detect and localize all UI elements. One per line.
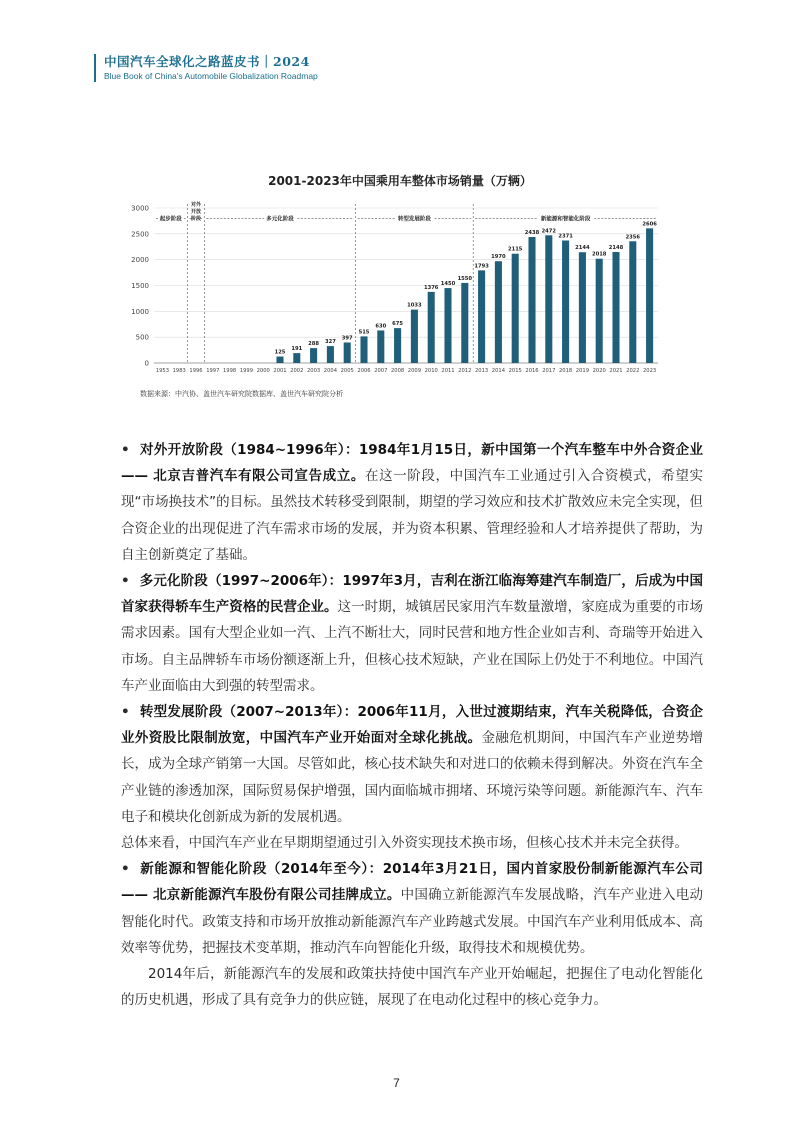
bar-value-label: 125 <box>274 349 286 356</box>
x-tick-label: 1999 <box>239 368 254 374</box>
phase-label: 多元化阶段 <box>266 216 294 223</box>
paragraph-conclusion: 2014年后，新能源汽车的发展和政策扶持使中国汽车产业开始崛起，把握住了电动化智能化的历史机遇，形成了具有竞争力的供应链，展现了在电动化过程中的核心竞争力。 <box>121 966 703 1009</box>
x-tick-label: 2003 <box>306 368 321 374</box>
bar <box>461 283 468 363</box>
y-tick-label: 500 <box>135 333 149 342</box>
chart-source: 数据来源：中汽协、盖世汽车研究院数据库、盖世汽车研究院分析 <box>140 390 343 398</box>
x-tick-label: 2014 <box>491 368 506 374</box>
y-tick-label: 2000 <box>131 256 149 265</box>
paragraph-text: 在这一阶段，中国汽车工业通过引入合资模式，希望实现“市场换技术”的目标。虽然技术转移受到限制，期望的学习效应和技术扩散效应未完全实现，但合资企业的出现促进了汽车需求市场的发展，并为资本积累、管理经验和人才培养提供了帮助，为自主创新奠定了基础。 <box>121 468 704 563</box>
page-header <box>94 54 318 82</box>
phase-label: 转型发展阶段 <box>397 216 431 223</box>
bar <box>377 330 384 363</box>
paragraph-text: 金融危机期间，中国汽车产业逆势增长，成为全球产销第一大国。尽管如此，核心技术缺失和对进口的依赖未得到解决。外资在汽车全产业链的渗透加深，国际贸易保护增强，国内面临城市拥堵、环境污染等问题。新能源汽车、汽车电子和模块化创新成为新的发展机遇。 <box>121 730 704 825</box>
header-title: 中国汽车全球化之路蓝皮书｜2024 <box>104 54 310 69</box>
bar-value-label: 1033 <box>407 302 422 309</box>
bar <box>646 228 653 363</box>
x-tick-label: 2020 <box>592 368 606 374</box>
x-tick-label: 2022 <box>626 368 640 374</box>
page-number: 7 <box>393 1076 400 1090</box>
x-tick-label: 2015 <box>508 368 522 374</box>
x-tick-label: 2008 <box>390 368 405 374</box>
paragraph-lead: 新能源和智能化阶段（2014年至今）：2014年3月21日，国内首家股份制新能源汽车公司 —— 北京新能源汽车股份有限公司挂牌成立。 <box>121 861 703 904</box>
x-tick-label: 2016 <box>525 368 539 374</box>
phase-label: 新能源和智能化阶段 <box>540 216 591 223</box>
bar <box>512 254 519 363</box>
sales-bar-chart <box>118 192 663 382</box>
phase-label: 阶段 <box>190 216 202 222</box>
bullet: • <box>121 442 130 458</box>
bullet: • <box>121 861 130 878</box>
bar-value-label: 191 <box>291 346 303 353</box>
bar-value-label: 2018 <box>591 251 607 258</box>
bar-value-label: 2115 <box>507 246 523 253</box>
bar <box>394 328 401 363</box>
bar <box>310 348 317 363</box>
paragraph-nev-phase <box>121 856 703 961</box>
bar-value-label: 1450 <box>440 281 456 288</box>
bar <box>411 310 418 363</box>
x-tick-label: 2000 <box>256 368 270 374</box>
x-tick-label: 2006 <box>357 368 371 374</box>
x-tick-label: 2023 <box>642 368 657 374</box>
paragraph-text: 中国确立新能源汽车发展战略，汽车产业进入电动智能化时代。政策支持和市场开放推动新能源汽车产业跨越式发展。中国汽车产业利用低成本、高效率等优势，把握技术变革期，推动汽车向智能化升级，取得技术和规模优势。 <box>121 887 703 956</box>
bar <box>444 288 451 363</box>
body-text <box>121 437 703 1013</box>
bar-value-label: 2371 <box>558 233 573 240</box>
paragraph-lead: 转型发展阶段（2007~2013年）：2006年11月，入世过渡期结束，汽车关税降低，合资企业外资股比限制放宽，中国汽车产业开始面对全球化挑战。 <box>121 704 703 747</box>
paragraph-text: 这一时期，城镇居民家用汽车数量激增，家庭成为重要的市场需求因素。国有大型企业如一汽、上汽不断壮大，同时民营和地方性企业如吉利、奇瑞等开始进入市场。自主品牌轿车市场份额逐渐上升，但核心技术短缺，产业在国际上仍处于不利地位。中国汽车产业面临由大到强的转型需求。 <box>121 599 704 694</box>
bar-value-label: 630 <box>375 323 387 330</box>
x-tick-label: 2002 <box>290 368 304 374</box>
paragraph-opening-phase <box>121 437 703 568</box>
bar <box>344 342 351 363</box>
y-tick-label: 0 <box>144 359 149 368</box>
bar-value-label: 2148 <box>608 245 624 252</box>
bar-value-label: 515 <box>358 329 370 336</box>
bar-value-label: 2606 <box>642 221 657 228</box>
y-tick-label: 3000 <box>131 204 149 213</box>
bullet: • <box>121 573 130 590</box>
phase-label: 对外 <box>190 202 202 208</box>
x-tick-label: 2005 <box>340 368 354 374</box>
bar <box>528 237 535 363</box>
bar-value-label: 1376 <box>423 284 439 291</box>
bar-value-label: 2472 <box>541 228 557 235</box>
bar <box>612 252 619 363</box>
phase-label: 起步阶段 <box>159 216 182 223</box>
bar <box>293 353 300 363</box>
paragraph-transformation-phase <box>121 699 703 830</box>
bar <box>545 235 552 363</box>
paragraph-lead: 对外开放阶段（1984~1996年）：1984年1月15日，新中国第一个汽车整车中外合资企业 —— 北京吉普汽车有限公司宣告成立。 <box>121 442 703 485</box>
bar-value-label: 1550 <box>457 275 473 282</box>
x-tick-label: 2017 <box>542 368 556 374</box>
y-tick-label: 2500 <box>131 230 149 239</box>
bar <box>596 259 603 363</box>
x-tick-label: 1996 <box>189 368 203 374</box>
x-tick-label: 2010 <box>424 368 438 374</box>
bar-value-label: 2438 <box>524 230 540 237</box>
bar-value-label: 2144 <box>575 245 590 252</box>
x-tick-label: 2009 <box>407 368 422 374</box>
paragraph-summary: 总体来看，中国汽车产业在早期期望通过引入外资实现技术换市场，但核心技术并未完全获得。 <box>121 835 688 852</box>
phase-label: 开放 <box>190 209 202 215</box>
bar <box>428 292 435 363</box>
header-subtitle: Blue Book of China's Automobile Globalization Roadmap <box>104 71 318 81</box>
x-tick-label: 1997 <box>206 368 220 374</box>
x-tick-label: 2004 <box>323 368 338 374</box>
x-tick-label: 2013 <box>474 368 489 374</box>
bar <box>478 270 485 363</box>
x-tick-label: 2019 <box>575 368 590 374</box>
x-tick-label: 1983 <box>172 368 186 374</box>
x-tick-label: 2007 <box>374 368 388 374</box>
y-tick-label: 1000 <box>131 307 149 316</box>
paragraph-diversification-phase <box>121 568 703 699</box>
x-tick-label: 1998 <box>222 368 237 374</box>
paragraph-lead: 多元化阶段（1997~2006年）：1997年3月，吉利在浙江临海筹建汽车制造厂，后成为中国首家获得轿车生产资格的民营企业。 <box>121 573 703 616</box>
y-tick-label: 1500 <box>131 282 149 290</box>
bar-value-label: 1793 <box>474 263 489 270</box>
bar-value-label: 288 <box>308 341 320 348</box>
x-tick-label: 2001 <box>273 368 287 374</box>
bar-value-label: 675 <box>392 321 404 328</box>
x-tick-label: 2021 <box>609 368 623 374</box>
bar-value-label: 2356 <box>625 234 641 241</box>
bar <box>579 252 586 363</box>
bullet: • <box>121 704 130 721</box>
x-tick-label: 2018 <box>558 368 573 374</box>
x-tick-label: 1953 <box>155 368 170 374</box>
bar-value-label: 327 <box>324 339 336 346</box>
x-tick-label: 2012 <box>458 368 472 374</box>
chart-title: 2001-2023年中国乘用车整体市场销量（万辆） <box>268 174 532 188</box>
bar <box>276 357 283 363</box>
bar <box>360 336 367 363</box>
x-tick-label: 2011 <box>441 368 455 374</box>
bar-value-label: 397 <box>341 335 353 342</box>
bar <box>562 240 569 363</box>
bar <box>495 261 502 363</box>
bar <box>327 346 334 363</box>
bar-value-label: 1970 <box>491 254 506 261</box>
bar <box>629 241 636 363</box>
